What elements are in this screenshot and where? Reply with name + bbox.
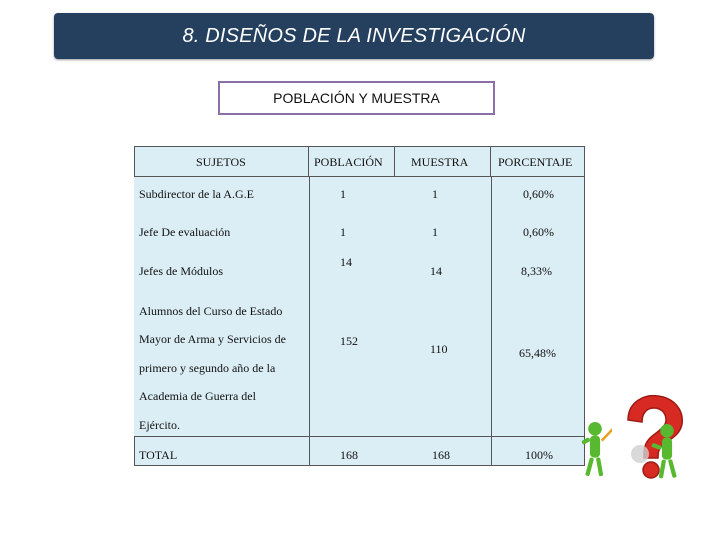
- header-poblacion: POBLACIÓN: [314, 155, 383, 169]
- total-label: TOTAL: [139, 448, 178, 462]
- header-muestra: MUESTRA: [411, 155, 469, 169]
- row-4-sujeto-line-3: primero y segundo año de la: [139, 361, 276, 375]
- population-sample-table: [134, 146, 585, 466]
- column-divider: [491, 177, 492, 466]
- row-2-poblacion: 1: [340, 225, 346, 239]
- column-divider: [309, 177, 310, 466]
- title-banner: [54, 13, 654, 59]
- row-1-sujeto: Subdirector de la A.G.E: [139, 187, 254, 201]
- row-4-porcentaje: 65,48%: [519, 346, 556, 360]
- row-1-muestra: 1: [432, 187, 438, 201]
- row-4-sujeto-line-4: Academia de Guerra del: [139, 389, 256, 403]
- total-row-border: [134, 436, 585, 437]
- total-porcentaje: 100%: [525, 448, 553, 462]
- header-sujetos: SUJETOS: [196, 155, 246, 169]
- total-row-border: [134, 465, 585, 466]
- row-3-porcentaje: 8,33%: [521, 264, 552, 278]
- total-poblacion: 168: [340, 448, 358, 462]
- row-1-porcentaje: 0,60%: [523, 187, 554, 201]
- row-3-sujeto: Jefes de Módulos: [139, 264, 223, 278]
- row-1-poblacion: 1: [340, 187, 346, 201]
- slide-title: 8. DISEÑOS DE LA INVESTIGACIÓN: [182, 24, 526, 47]
- row-4-muestra: 110: [430, 342, 448, 356]
- header-porcentaje: PORCENTAJE: [498, 155, 573, 169]
- green-figure-icon: [650, 420, 684, 484]
- row-2-sujeto: Jefe De evaluación: [139, 225, 231, 239]
- slide-subtitle: POBLACIÓN Y MUESTRA: [273, 90, 440, 106]
- row-2-muestra: 1: [432, 225, 438, 239]
- row-4-poblacion: 152: [340, 334, 358, 348]
- green-figure-icon: [578, 418, 612, 482]
- row-4-sujeto-line-2: Mayor de Arma y Servicios de: [139, 332, 286, 346]
- row-2-porcentaje: 0,60%: [523, 225, 554, 239]
- column-divider: [134, 436, 135, 466]
- row-4-sujeto-line-5: Ejército.: [139, 418, 180, 432]
- subtitle-box: [218, 81, 495, 115]
- row-4-sujeto-line-1: Alumnos del Curso de Estado: [139, 304, 283, 318]
- row-3-poblacion: 14: [340, 255, 352, 269]
- row-3-muestra: 14: [430, 264, 442, 278]
- total-muestra: 168: [432, 448, 450, 462]
